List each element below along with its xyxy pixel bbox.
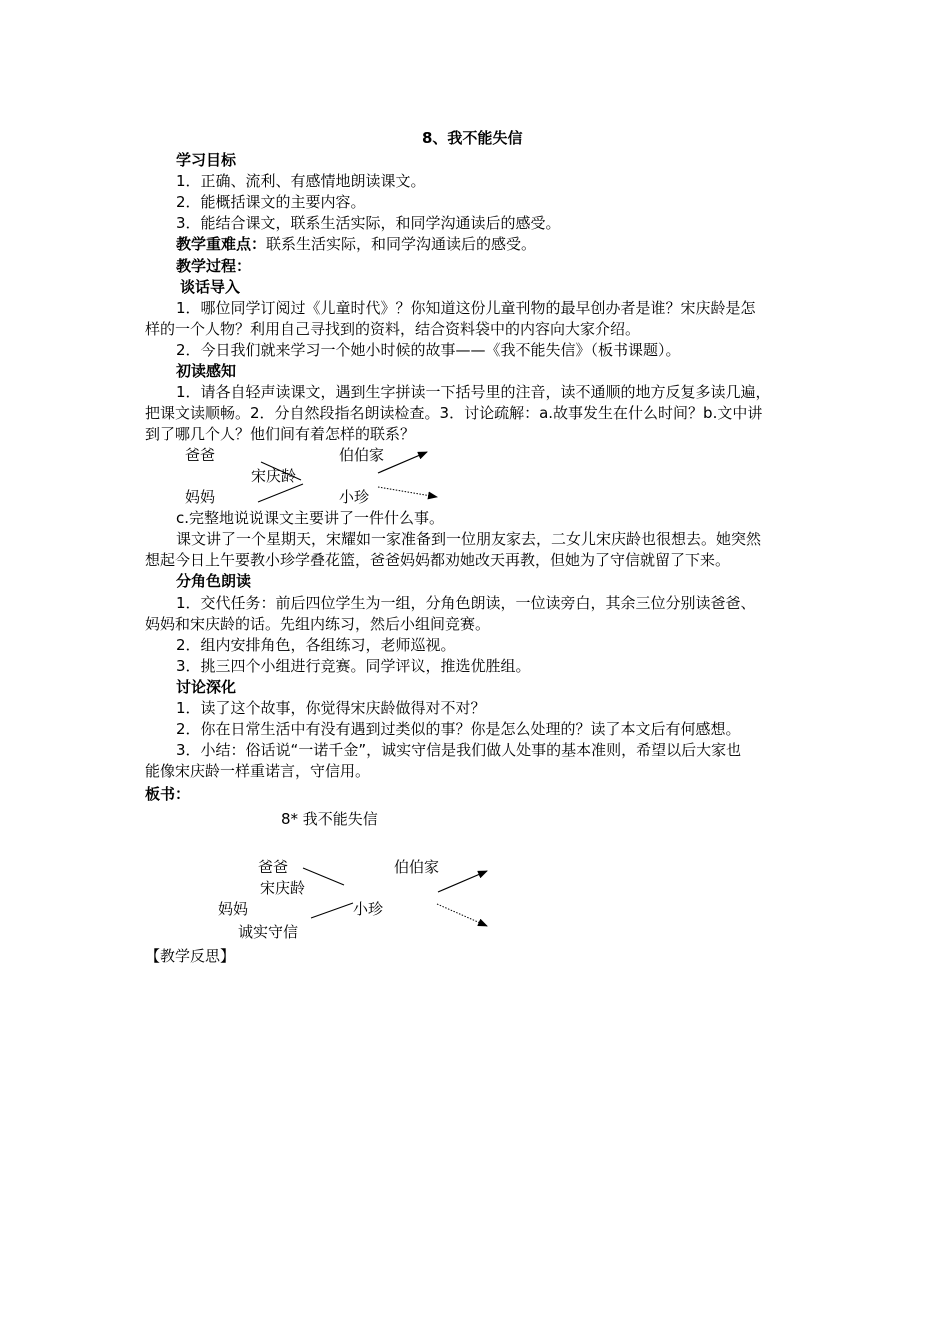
first-read-heading: 初读感知 (176, 362, 237, 380)
first-read-after-line: 课文讲了一个星期天，宋耀如一家准备到一位朋友家去，二女儿宋庆龄也很想去。她突然 (176, 530, 762, 548)
first-read-after-line: c.完整地说说课文主要讲了一件什么事。 (176, 509, 445, 527)
objective-item: 2．能概括课文的主要内容。 (176, 193, 366, 211)
key-points-text: 联系生活实际，和同学沟通读后的感受。 (266, 235, 537, 253)
objective-item: 1．正确、流利、有感情地朗读课文。 (176, 172, 426, 190)
dad-to-song-line (261, 462, 301, 480)
board-uncle-arrow (438, 871, 487, 892)
board-mom-line (311, 903, 353, 918)
objectives-heading: 学习目标 (176, 151, 237, 169)
diagram-song-label: 宋庆龄 (251, 467, 297, 485)
role-read-line: 3．挑三四个小组进行竞赛。同学评议，推选优胜组。 (176, 657, 531, 675)
intro-line: 2．今日我们就来学习一个她小时候的故事——《我不能失信》（板书课题）。 (176, 341, 681, 359)
discussion-heading: 讨论深化 (176, 678, 237, 696)
board-song-label: 宋庆龄 (260, 879, 306, 897)
board-label: 板书： (145, 785, 191, 803)
key-points-label: 教学重难点： (176, 235, 267, 253)
process-heading: 教学过程： (176, 257, 252, 275)
intro-line: 1．哪位同学订阅过《儿童时代》？你知道这份儿童刊物的最早创办者是谁？宋庆龄是怎 (176, 299, 756, 317)
diagram-xiaozhen-label: 小珍 (339, 488, 370, 506)
intro-line: 样的一个人物？利用自己寻找到的资料，结合资料袋中的内容向大家介绍。 (145, 320, 641, 338)
role-read-line: 妈妈和宋庆龄的话。先组内练习，然后小组间竞赛。 (145, 615, 491, 633)
board-title: 8* 我不能失信 (281, 810, 378, 828)
role-read-line: 2．组内安排角色，各组练习，老师巡视。 (176, 636, 456, 654)
board-xiaozhen-label: 小珍 (353, 900, 384, 918)
to-xiaozhen-dotted-arrow (378, 487, 437, 497)
to-uncle-arrow (378, 452, 427, 473)
intro-heading: 谈话导入 (180, 278, 241, 296)
board-dad-label: 爸爸 (258, 858, 289, 876)
discussion-line: 3．小结：俗话说“一诺千金”，诚实守信是我们做人处事的基本准则，希望以后大家也 (176, 741, 742, 759)
role-read-line: 1．交代任务：前后四位学生为一组，分角色朗读，一位读旁白，其余三位分别读爸爸、 (176, 594, 756, 612)
board-uncle-label: 伯伯家 (394, 858, 440, 876)
board-mom-label: 妈妈 (218, 900, 249, 918)
diagram-dad-label: 爸爸 (185, 446, 216, 464)
board-dad-line (303, 868, 344, 885)
first-read-after-line: 想起今日上午要教小珍学叠花篮，爸爸妈妈都劝她改天再教，但她为了守信就留了下来。 (145, 551, 731, 569)
reflection-heading: 【教学反思】 (145, 947, 236, 965)
board-xiaozhen-dotted-arrow (437, 904, 487, 926)
first-read-line: 1．请各自轻声读课文，遇到生字拼读一下括号里的注音，读不通顺的地方反复多读几遍， (176, 383, 771, 401)
discussion-line: 1．读了这个故事，你觉得宋庆龄做得对不对？ (176, 699, 486, 717)
first-read-line: 把课文读顺畅。2．分自然段指名朗读检查。3．讨论疏解：a.故事发生在什么时间？b.文中讲 (145, 404, 763, 422)
board-honesty-label: 诚实守信 (238, 923, 299, 941)
diagram-mom-label: 妈妈 (185, 488, 216, 506)
discussion-line: 能像宋庆龄一样重诺言，守信用。 (145, 762, 371, 780)
first-read-line: 到了哪几个人？他们间有着怎样的联系？ (145, 425, 416, 443)
page-title: 8、我不能失信 (422, 129, 523, 147)
discussion-line: 2．你在日常生活中有没有遇到过类似的事？你是怎么处理的？读了本文后有何感想。 (176, 720, 741, 738)
mom-to-song-line (258, 484, 303, 502)
diagram-uncle-label: 伯伯家 (339, 446, 385, 464)
role-read-heading: 分角色朗读 (176, 572, 252, 590)
objective-item: 3．能结合课文，联系生活实际，和同学沟通读后的感受。 (176, 214, 561, 232)
